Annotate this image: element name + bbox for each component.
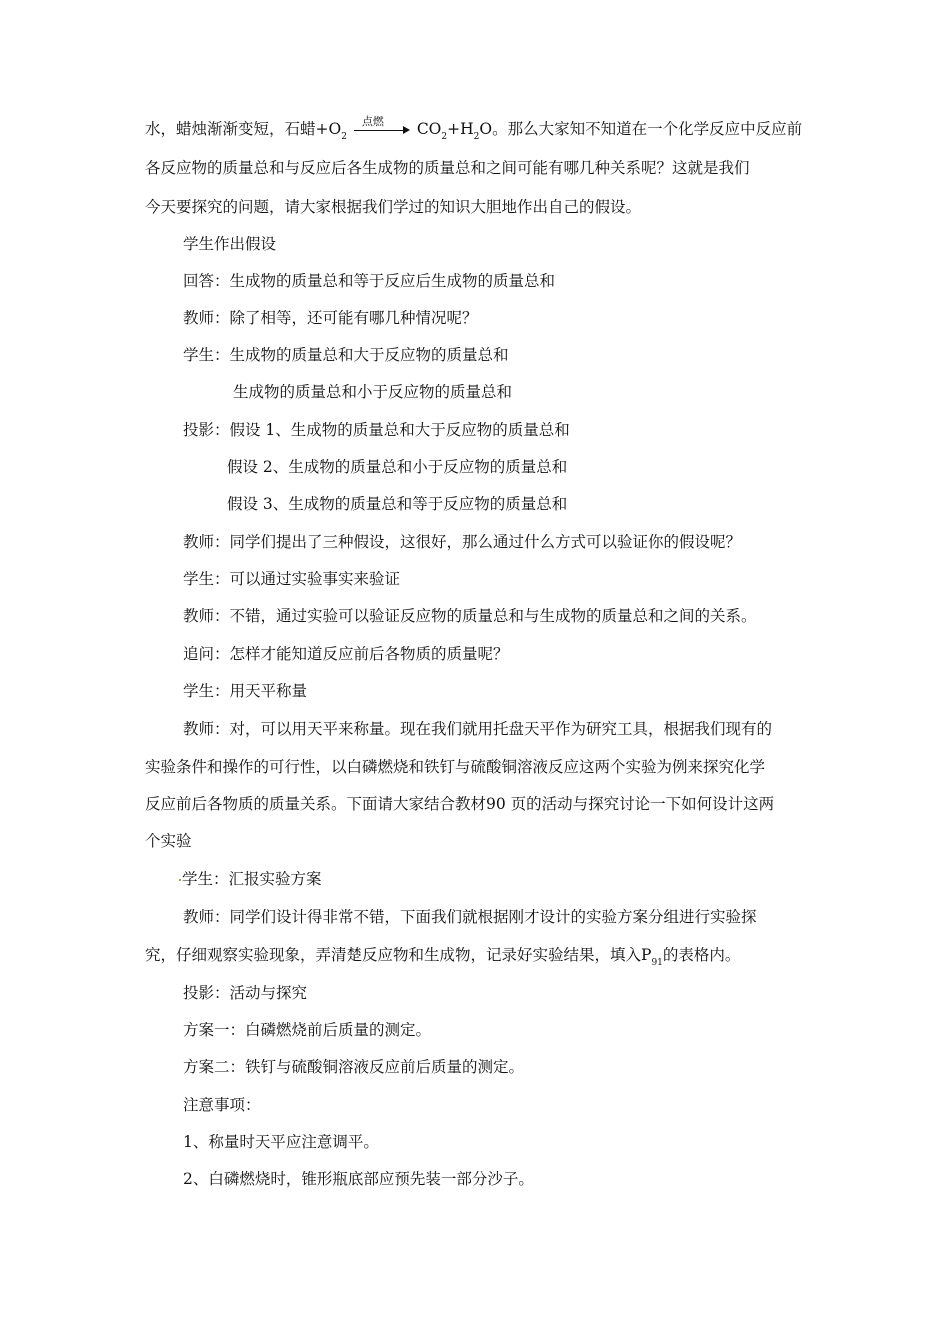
paragraph-line-2: 各反应物的质量总和与反应后各生成物的质量总和之间可能有哪几种关系呢？这就是我们: [145, 159, 750, 177]
paragraph-line-16: 学生：用天平称量: [183, 682, 308, 700]
paragraph-line-6: 教师：除了相等，还可能有哪几种情况呢？: [183, 309, 478, 327]
paragraph-line-29: 2、白磷燃烧时，锥形瓶底部应预先装一部分沙子。: [183, 1170, 534, 1188]
text-segment: 究，仔细观察实验现象，弄清楚反应物和生成物，记录好实验结果，填入P: [145, 946, 652, 964]
paragraph-line-4: 学生作出假设: [183, 235, 277, 253]
reaction-arrow: [354, 115, 410, 140]
paragraph-line-5: 回答：生成物的质量总和等于反应后生成物的质量总和: [183, 272, 556, 290]
paragraph-line-12: 教师：同学们提出了三种假设，这很好，那么通过什么方式可以验证你的假设呢？: [183, 533, 742, 551]
paragraph-line-28: 1、称量时天平应注意调平。: [183, 1133, 379, 1151]
paragraph-line-13: 学生：可以通过实验事实来验证: [183, 570, 401, 588]
paragraph-line-20: 个实验: [145, 832, 192, 850]
subscript: 2: [441, 132, 448, 142]
paragraph-line-14: 教师：不错，通过实验可以验证反应物的质量总和与生成物的质量总和之间的关系。: [183, 607, 757, 625]
text-segment: +H: [447, 120, 474, 138]
paragraph-line-7: 学生：生成物的质量总和大于反应物的质量总和: [183, 346, 509, 364]
paragraph-line-10: 假设 2、生成物的质量总和小于反应物的质量总和: [227, 458, 568, 476]
paragraph-line-8: 生成物的质量总和小于反应物的质量总和: [233, 383, 513, 401]
paragraph-line-18: 实验条件和操作的可行性，以白磷燃烧和铁钉与硫酸铜溶液反应这两个实验为例来探究化学: [145, 758, 766, 776]
paragraph-line-17: 教师：对，可以用天平来称量。现在我们就用托盘天平作为研究工具，根据我们现有的: [183, 720, 773, 738]
subscript: 2: [473, 132, 480, 142]
text-segment: O。那么大家知不知道在一个化学反应中反应前: [479, 120, 803, 138]
paragraph-line-3: 今天要探究的问题，请大家根据我们学过的知识大胆地作出自己的假设。: [145, 198, 642, 216]
paragraph-line-11: 假设 3、生成物的质量总和等于反应物的质量总和: [227, 495, 568, 513]
text-segment: 的表格内。: [662, 946, 741, 964]
paragraph-line-23: [145, 944, 740, 966]
paragraph-line-25: 方案一：白磷燃烧前后质量的测定。: [183, 1021, 432, 1039]
paragraph-line-26: 方案二：铁钉与硫酸铜溶液反应前后质量的测定。: [183, 1058, 525, 1076]
paragraph-line-9: 投影：假设 1、生成物的质量总和大于反应物的质量总和: [183, 421, 570, 439]
stray-mark: [179, 879, 181, 881]
paragraph-line-22: 教师：同学们设计得非常不错，下面我们就根据刚才设计的实验方案分组进行实验探: [183, 908, 757, 926]
paragraph-line-19: 反应前后各物质的质量关系。下面请大家结合教材90 页的活动与探究讨论一下如何设计这两: [145, 795, 775, 813]
text-segment: CO: [416, 120, 442, 138]
arrow-shaft: [354, 130, 404, 131]
paragraph-line-1: [145, 115, 803, 142]
paragraph-line-15: 追问：怎样才能知道反应前后各物质的质量呢？: [183, 645, 509, 663]
paragraph-line-24: 投影：活动与探究: [183, 984, 308, 1002]
paragraph-line-27: 注意事项：: [183, 1096, 261, 1114]
arrow-head-icon: [403, 126, 410, 134]
subscript: 91: [651, 958, 663, 968]
text-segment: 学生：汇报实验方案: [182, 870, 322, 888]
reaction-condition: 点燃: [361, 115, 384, 128]
paragraph-line-21: [178, 868, 322, 890]
subscript: 2: [341, 132, 347, 142]
text-segment: 水，蜡烛渐渐变短，石蜡+O: [145, 120, 342, 138]
